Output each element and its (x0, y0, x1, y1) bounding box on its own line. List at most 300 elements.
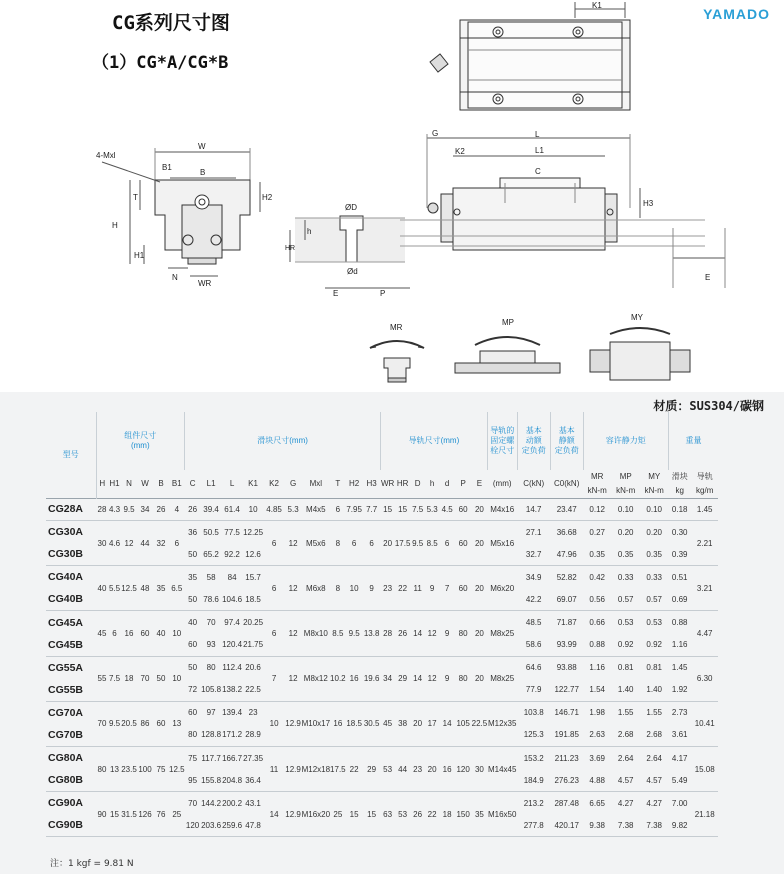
cell-h1: 5.5 (108, 583, 121, 593)
cell-hr: 17.5 (394, 538, 411, 548)
cell-hr: 22 (398, 583, 408, 593)
cell-l: 171.2 (222, 730, 243, 740)
cell-c0-kn: 191.85 (554, 730, 579, 740)
cell-h2: 10 (349, 583, 359, 593)
dim-k2: K2 (455, 147, 465, 156)
cell-h: 22 (427, 809, 437, 819)
cell-my: 0.92 (646, 640, 662, 650)
cell-w: 70 (140, 674, 150, 684)
cell-n: 12 (124, 538, 134, 548)
cell-l: 139.4 (222, 708, 243, 718)
cell-p: 150 (456, 809, 470, 819)
cell-k2: 6 (271, 538, 277, 548)
material-label: 材质：SUS304/碳钢 (653, 399, 764, 413)
cell-mr: 3.69 (589, 753, 605, 763)
dim-mxl: 4-Mxl (96, 151, 116, 160)
dim-n: N (172, 273, 178, 282)
dim-rail-e: E (333, 289, 339, 298)
cell-t: 10.2 (330, 674, 346, 684)
cell-k1: 21.75 (243, 640, 264, 650)
table-row (46, 747, 718, 770)
cell-bolt: M16x50 (487, 809, 517, 819)
table-row (46, 701, 718, 724)
cell-b: 32 (156, 538, 166, 548)
cell-l1: 117.7 (201, 753, 221, 763)
moment-my-diagram (585, 312, 695, 387)
subheader-cell: MR kN-m (583, 470, 611, 498)
cell-l: 77.5 (224, 527, 240, 537)
cell-n: 9.5 (123, 504, 135, 514)
model-cell: CG55B (48, 683, 84, 696)
dim-od: ØD (345, 203, 357, 212)
cell-w: 100 (138, 764, 152, 774)
cell-wr: 20 (383, 538, 393, 548)
cell-d: 9 (444, 674, 450, 684)
dim-c: C (535, 167, 541, 176)
model-cell: CG28A (48, 503, 84, 516)
cell-n: 31.5 (121, 809, 137, 819)
cell-k1: 27.35 (243, 753, 264, 763)
cell-mp: 1.40 (617, 685, 634, 695)
cell-l1: 105.8 (201, 685, 222, 695)
cell-c-kn: 14.7 (525, 504, 542, 514)
model-cell: CG80A (48, 752, 84, 765)
dim-w: W (198, 142, 206, 151)
cell-l1: 155.8 (201, 775, 222, 785)
cell-h2: 15 (349, 809, 359, 819)
cell-b1: 6.5 (171, 583, 183, 593)
cell-d: 7 (444, 583, 450, 593)
subheader-cell: WR (380, 478, 395, 488)
cell-c: 60 (188, 640, 198, 650)
cell-b: 50 (156, 674, 166, 684)
cell-bolt: M12x35 (487, 719, 517, 729)
cell-d: 26 (413, 809, 423, 819)
cell-mxl: M12x18 (301, 764, 331, 774)
cell-l1: 65.2 (203, 549, 219, 559)
cell-c-kn: 64.6 (525, 663, 542, 673)
cell-l1: 50.5 (203, 527, 219, 537)
cell-bolt: M14x45 (487, 764, 517, 774)
cell-c: 50 (188, 594, 198, 604)
cell-c0-kn: 122.77 (554, 685, 579, 695)
table-row (46, 521, 718, 544)
cell-h3: 19.6 (363, 674, 380, 684)
cell-c: 36 (188, 527, 198, 537)
cell-k1: 22.5 (245, 685, 261, 695)
cell-p: 105 (456, 719, 470, 729)
cell-wr: 23 (383, 583, 393, 593)
cell-my: 7.38 (646, 820, 662, 830)
cell-bolt: M8x25 (490, 674, 515, 684)
dim-b1: B1 (162, 163, 172, 172)
cell-h2: 16 (349, 674, 359, 684)
cell-my: 0.81 (646, 663, 662, 673)
cell-mr: 0.66 (589, 618, 605, 628)
cell-mp: 0.92 (617, 640, 634, 650)
cell-h1: 9.5 (108, 719, 121, 729)
subheader-cell: h (429, 478, 435, 488)
cell-mxl: M5x6 (306, 538, 326, 548)
subheader-cell: B (158, 478, 164, 488)
unit-label: kN-m (587, 485, 607, 495)
cell-b: 35 (156, 583, 166, 593)
cell-c0-kn: 287.48 (554, 798, 579, 808)
cell-k1: 15.7 (245, 572, 261, 582)
spec-table (46, 412, 718, 837)
cell-c-kn: 153.2 (523, 753, 544, 763)
model-cell: CG80B (48, 774, 84, 787)
header-assembly: 组件尺寸 (mm) (96, 412, 185, 470)
cell-p: 60 (458, 583, 468, 593)
model-cell: CG70B (48, 728, 84, 741)
cell-h: 45 (97, 629, 107, 639)
subheader-cell: D (414, 478, 421, 488)
dim-side-e: E (705, 273, 711, 282)
cell-h: 70 (97, 719, 107, 729)
cell-b1: 4 (174, 504, 180, 514)
cell-h2: 9.5 (348, 629, 360, 639)
cell-g: 12 (288, 583, 298, 593)
cell-mxl: M10x17 (301, 719, 331, 729)
cell-c-kn: 58.6 (525, 640, 542, 650)
cell-mp: 0.33 (617, 572, 634, 582)
cell-k1: 28.9 (245, 730, 261, 740)
cell-p: 80 (458, 629, 468, 639)
cell-d: 14 (442, 719, 452, 729)
cell-t: 8 (335, 583, 341, 593)
cell-h: 30 (97, 538, 107, 548)
cell-rail-w: 2.21 (696, 538, 713, 548)
cell-blk-w: 0.39 (671, 549, 688, 559)
cell-mr: 9.38 (589, 820, 605, 830)
cell-h: 28 (97, 504, 107, 514)
cell-blk-w: 0.18 (671, 504, 688, 514)
cell-h1: 6 (112, 629, 117, 639)
cell-c-kn: 184.9 (523, 775, 544, 785)
cell-rail-w: 3.21 (696, 583, 713, 593)
cell-w: 34 (140, 504, 150, 514)
cell-p: 60 (458, 504, 468, 514)
cell-c: 40 (188, 618, 198, 628)
cell-l: 61.4 (224, 504, 240, 514)
cell-c0-kn: 146.71 (554, 708, 579, 718)
cell-mp: 4.27 (617, 798, 634, 808)
cell-b1: 6 (174, 538, 180, 548)
cell-blk-w: 9.82 (671, 820, 688, 830)
subheader-cell: 导轨 kg/m (691, 470, 718, 498)
cell-l1: 70 (206, 618, 216, 628)
table-row (46, 611, 718, 634)
cell-b: 40 (156, 629, 166, 639)
brand-logo: YAMADO (703, 6, 770, 22)
cell-mxl: M16x20 (301, 809, 331, 819)
cell-h: 12 (427, 629, 437, 639)
cell-my: 0.35 (646, 549, 662, 559)
subheader-cell: G (289, 478, 297, 488)
model-cell: CG30A (48, 526, 84, 539)
subheader-cell: K1 (248, 478, 258, 488)
cell-b1: 12.5 (169, 764, 185, 774)
cell-k1: 47.8 (245, 820, 261, 830)
cell-d: 16 (442, 764, 452, 774)
section-subtitle: （1）CG*A/CG*B (92, 53, 229, 73)
subheader-cell: C (189, 478, 196, 488)
cell-h3: 9 (369, 583, 374, 593)
cell-e: 22.5 (471, 719, 488, 729)
subheader-cell: W (141, 478, 149, 488)
cell-c-kn: 77.9 (525, 685, 542, 695)
cell-k2: 7 (271, 674, 277, 684)
cell-mp: 2.68 (617, 730, 634, 740)
cell-t: 17.5 (330, 764, 346, 774)
cell-rail-w: 10.41 (694, 719, 715, 729)
cell-l: 84 (227, 572, 237, 582)
cell-h2: 18.5 (346, 719, 362, 729)
front-view-drawing (90, 140, 290, 290)
cell-g: 5.3 (287, 504, 299, 514)
cell-rail-w: 6.30 (696, 674, 713, 684)
cell-c-kn: 34.9 (525, 572, 542, 582)
cell-k2: 11 (269, 764, 279, 774)
cell-h: 9 (429, 583, 435, 593)
cell-hr: 53 (398, 809, 408, 819)
cell-wr: 28 (383, 629, 393, 639)
cell-my: 1.55 (646, 708, 662, 718)
cell-my: 0.10 (646, 504, 662, 514)
dim-wr: WR (198, 279, 212, 288)
cell-c-kn: 277.8 (523, 820, 544, 830)
cell-h2: 6 (351, 538, 357, 548)
subheader-cell: N (126, 478, 132, 488)
subheader-cell: H2 (349, 478, 360, 488)
cell-l: 112.4 (222, 663, 242, 673)
label-my: MY (631, 313, 643, 322)
dim-p: P (380, 289, 386, 298)
cell-c0-kn: 420.17 (554, 820, 579, 830)
cell-c0-kn: 276.23 (554, 775, 579, 785)
cell-hr: 26 (398, 629, 408, 639)
cell-d: 14 (413, 629, 423, 639)
cell-blk-w: 0.88 (671, 618, 688, 628)
subheader-cell: Mxl (309, 478, 323, 488)
cell-g: 12 (288, 674, 298, 684)
subheader-cell: T (335, 478, 341, 488)
cell-blk-w: 4.17 (671, 753, 688, 763)
cell-h: 20 (427, 764, 437, 774)
cell-b: 60 (156, 719, 166, 729)
cell-k1: 36.4 (245, 775, 261, 785)
cell-d: 18 (442, 809, 452, 819)
cell-blk-w: 1.45 (671, 663, 688, 673)
cell-my: 0.33 (646, 572, 662, 582)
cell-my: 4.27 (646, 798, 662, 808)
cell-g: 12.9 (285, 719, 301, 729)
table-row (46, 792, 718, 815)
cell-l: 120.4 (222, 640, 243, 650)
cell-c: 70 (188, 798, 198, 808)
cell-bolt: M8x25 (490, 629, 515, 639)
cell-bolt: M6x20 (490, 583, 515, 593)
dim-k1: K1 (592, 1, 602, 10)
subheader-cell: MY kN-m (640, 470, 668, 498)
cell-mp: 7.38 (617, 820, 634, 830)
cell-mxl: M8x12 (303, 674, 328, 684)
cell-l: 138.2 (222, 685, 243, 695)
cell-n: 16 (124, 629, 134, 639)
cell-h2: 7.95 (346, 504, 362, 514)
cell-h: 12 (427, 674, 437, 684)
cell-blk-w: 1.16 (671, 640, 688, 650)
cell-w: 60 (140, 629, 150, 639)
cell-e: 20 (474, 504, 484, 514)
header-basic-static: 基本 静额 定负荷 (550, 412, 583, 470)
cell-e: 20 (474, 538, 484, 548)
cell-c: 35 (188, 572, 198, 582)
cell-c: 50 (188, 663, 198, 673)
cell-b1: 25 (172, 809, 182, 819)
cell-d: 20 (413, 719, 423, 729)
cell-b1: 10 (172, 629, 182, 639)
cell-my: 0.20 (646, 527, 662, 537)
dim-h3: H3 (643, 199, 654, 208)
cell-e: 20 (474, 674, 484, 684)
cell-c-kn: 42.2 (525, 594, 542, 604)
cell-k2: 6 (271, 629, 277, 639)
cell-wr: 15 (383, 504, 393, 514)
subheader-cell: K2 (269, 478, 279, 488)
cell-l: 259.6 (222, 820, 243, 830)
cell-mp: 0.20 (617, 527, 634, 537)
cell-bolt: M4x16 (490, 504, 515, 514)
table-row (46, 498, 718, 521)
subheader-cell: B1 (171, 478, 182, 488)
cell-b: 75 (156, 764, 166, 774)
cell-h3: 30.5 (363, 719, 380, 729)
cell-c: 50 (188, 549, 198, 559)
cell-l: 166.7 (222, 753, 243, 763)
cell-rail-w: 21.18 (694, 809, 715, 819)
cell-h: 90 (97, 809, 107, 819)
header-rail: 导轨尺寸(mm) (381, 412, 488, 470)
cell-h2: 22 (349, 764, 359, 774)
cell-d: 6 (444, 538, 450, 548)
cell-mxl: M8x10 (303, 629, 328, 639)
header-basic-dynamic: 基本 动额 定负荷 (517, 412, 550, 470)
cell-l: 104.6 (222, 594, 243, 604)
cell-c-kn: 27.1 (525, 527, 542, 537)
cell-n: 18 (124, 674, 134, 684)
cell-e: 35 (474, 809, 484, 819)
cell-blk-w: 3.61 (671, 730, 688, 740)
label-mr: MR (390, 323, 403, 332)
cell-t: 8 (335, 538, 341, 548)
cell-hr: 15 (398, 504, 408, 514)
cell-b1: 13 (172, 719, 182, 729)
cell-n: 20.5 (121, 719, 137, 729)
subheader-cell: H1 (109, 478, 120, 488)
cell-blk-w: 7.00 (671, 798, 688, 808)
cell-l1: 144.2 (201, 798, 222, 808)
subheader-cell: C0(kN) (554, 478, 580, 488)
cell-rail-w: 1.45 (696, 504, 713, 514)
cell-blk-w: 0.30 (671, 527, 688, 537)
cell-l1: 39.4 (203, 504, 219, 514)
header-weight: 重量 (685, 436, 702, 445)
cell-c: 80 (188, 730, 198, 740)
cell-rail-w: 4.47 (696, 629, 713, 639)
cell-my: 4.57 (646, 775, 662, 785)
cell-k1: 12.6 (245, 549, 261, 559)
subheader-cell: HR (396, 478, 409, 488)
cell-b: 76 (156, 809, 166, 819)
subheader-cell: (mm) (492, 478, 512, 488)
footnote: 注：1 kgf = 9.81 N (50, 859, 134, 869)
moment-mr-diagram (362, 320, 432, 385)
cell-h: 55 (97, 674, 107, 684)
cell-c-kn: 48.5 (525, 618, 542, 628)
model-cell: CG55A (48, 661, 84, 674)
cell-c-kn: 213.2 (523, 798, 544, 808)
cell-c: 26 (188, 504, 198, 514)
cell-mp: 0.10 (617, 504, 634, 514)
unit-label: kN-m (616, 485, 636, 495)
dim-h1: H1 (134, 251, 145, 260)
header-rail-bolt: 导轨的 固定螺 栓尺寸 (487, 412, 517, 470)
subheader-cell: P (460, 478, 466, 488)
cell-w: 48 (140, 583, 150, 593)
cell-mp: 1.55 (617, 708, 634, 718)
cell-h: 5.3 (426, 504, 438, 514)
cell-p: 120 (456, 764, 470, 774)
cell-h3: 6 (369, 538, 374, 548)
cell-d: 7.5 (412, 504, 424, 514)
cell-mr: 0.56 (589, 594, 605, 604)
cell-l: 200.2 (222, 798, 243, 808)
cell-mp: 0.57 (617, 594, 634, 604)
cell-c: 72 (188, 685, 198, 695)
cell-d: 14 (413, 674, 423, 684)
cell-mr: 6.65 (589, 798, 605, 808)
cell-c: 95 (188, 775, 198, 785)
unit-label: kg (675, 485, 684, 495)
dim-l1: L1 (535, 146, 544, 155)
cell-l1: 128.8 (201, 730, 222, 740)
subheader-cell: d (444, 478, 450, 488)
cell-mr: 4.88 (589, 775, 605, 785)
model-cell: CG45A (48, 616, 84, 629)
cell-mp: 0.35 (617, 549, 634, 559)
cell-my: 0.53 (646, 618, 662, 628)
page-title: CG系列尺寸图 (112, 12, 230, 34)
cell-h: 8.5 (426, 538, 438, 548)
cell-c0-kn: 69.07 (556, 594, 577, 604)
model-cell: CG90B (48, 819, 84, 832)
cell-c-kn: 103.8 (523, 708, 544, 718)
cell-mr: 0.42 (589, 572, 605, 582)
cell-l1: 97 (206, 708, 216, 718)
subheader-cell: E (476, 478, 483, 488)
cell-l1: 80 (206, 663, 216, 673)
model-cell: CG70A (48, 706, 84, 719)
cell-c0-kn: 47.96 (556, 549, 577, 559)
cell-mxl: M6x8 (306, 583, 326, 593)
cell-l1: 93 (206, 640, 216, 650)
cell-k1: 23 (248, 708, 258, 718)
model-cell: CG45B (48, 638, 84, 651)
cell-e: 20 (474, 629, 484, 639)
cell-h: 40 (97, 583, 107, 593)
